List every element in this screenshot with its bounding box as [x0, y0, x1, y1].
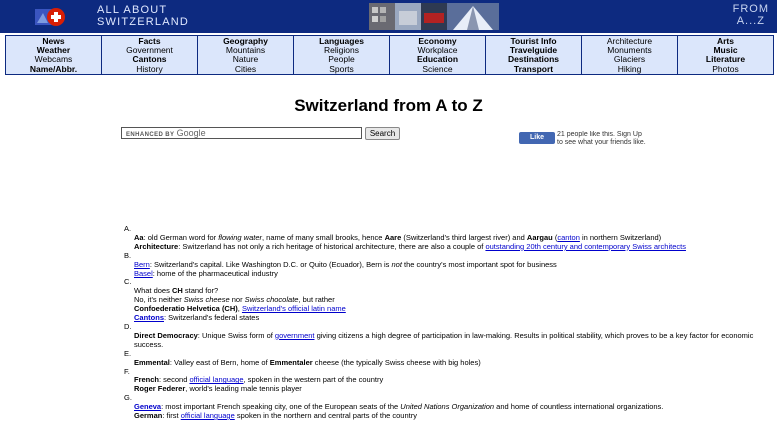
government-link[interactable]: government [274, 330, 315, 340]
site-title[interactable] [97, 4, 189, 28]
az-line2: A...Z [736, 15, 765, 27]
nav-link[interactable]: Geography [223, 36, 268, 46]
nav-link[interactable]: Facts [138, 36, 161, 46]
nav-link[interactable]: Travelguide [509, 45, 558, 56]
nav-column [102, 36, 197, 74]
nav-link[interactable]: Sports [329, 63, 354, 74]
az-line1: FROM [732, 3, 769, 15]
nav-link[interactable]: Destinations [507, 54, 559, 65]
nav-column [390, 36, 485, 74]
nav-column [294, 36, 389, 74]
architects-link[interactable]: outstanding 20th century and contemporary Swiss architects [485, 241, 686, 251]
official-language-link-2[interactable]: official language [180, 411, 235, 421]
letter-e: E. [124, 348, 132, 358]
entry-federer: Roger Federer, world's leading male tennis player [134, 384, 302, 394]
nav-link[interactable]: Name/Abbr. [29, 63, 78, 74]
entry-ch-question: What does CH stand for? [134, 286, 219, 296]
swiss-logo-icon[interactable] [33, 5, 67, 29]
nav-link[interactable]: Tourist Info [510, 36, 557, 46]
nav-link[interactable]: People [328, 54, 355, 65]
fb-like-button[interactable] [519, 132, 555, 144]
nav-link[interactable]: Webcams [34, 54, 73, 65]
entry-aa: Aa: old German word for flowing water, name of many small brooks, hence Aare (Switzerland's third largest river) and Aargau (canton in northern Switzerland) [134, 232, 662, 242]
basel-link[interactable]: Basel [134, 268, 153, 278]
site-title-line2: SWITZERLAND [97, 16, 190, 28]
nav-link[interactable]: Education [416, 54, 459, 65]
site-header [0, 0, 777, 33]
nav-column [582, 36, 677, 74]
fb-like-text: 21 people like this. Sign Up to see what your friends like. [557, 131, 646, 145]
canton-link[interactable]: canton [557, 232, 580, 242]
search-input[interactable] [121, 127, 362, 139]
nav-link[interactable]: Economy [418, 36, 457, 46]
entry-french: French: second official language, spoken in the western part of the country [134, 375, 384, 385]
search-button[interactable]: Search [365, 127, 400, 140]
site-title-line1: ALL ABOUT [97, 4, 168, 16]
fb-like-label: Like [529, 134, 544, 141]
entry-cantons: Cantons: Switzerland's federal states [134, 313, 260, 323]
nav-link[interactable]: Architecture [606, 36, 653, 46]
google-label: Google [176, 128, 206, 138]
entry-architecture: Architecture: Switzerland has not only a rich heritage of historical architecture, there are also a couple of outstanding 20th century and contemporary Swiss architects [134, 241, 686, 251]
cantons-link[interactable]: Cantons [134, 313, 164, 323]
letter-d: D. [124, 321, 132, 331]
nav-link[interactable]: Glaciers [613, 54, 646, 65]
nav-column [6, 36, 101, 74]
letter-a: A. [124, 224, 132, 233]
enhanced-by-label: ENHANCED BY [126, 132, 175, 138]
a-to-z-label[interactable] [733, 3, 769, 27]
entry-direct-democracy: Direct Democracy: Unique Swiss form of government giving citizens a high degree of participation in law-making. Results in political stability, which proves to be a key factor for economic success. [134, 330, 754, 349]
letter-c: C. [124, 277, 132, 287]
geneva-link[interactable]: Geneva [134, 402, 162, 412]
nav-link[interactable]: Science [422, 63, 453, 74]
latin-name-link[interactable]: Switzerland's official latin name [241, 304, 346, 314]
nav-link[interactable]: Photos [712, 63, 739, 74]
a-to-z-list [124, 225, 764, 421]
nav-link[interactable]: Workplace [417, 45, 458, 56]
nav-link[interactable]: Religions [324, 45, 359, 56]
entry-confoederatio: Confoederatio Helvetica (CH), Switzerland's official latin name [134, 304, 346, 314]
nav-column [486, 36, 581, 74]
letter-b: B. [124, 250, 132, 260]
nav-link[interactable]: Cantons [132, 54, 167, 65]
nav-link[interactable]: History [136, 63, 163, 74]
nav-link[interactable]: News [42, 36, 65, 46]
nav-link[interactable]: Languages [319, 36, 364, 46]
nav-column [678, 36, 773, 74]
official-language-link[interactable]: official language [189, 375, 244, 385]
letter-f: F. [124, 366, 130, 376]
banner-image [369, 3, 499, 30]
bern-link[interactable]: Bern [134, 259, 150, 269]
entry-bern: Bern: Switzerland's capital. Like Washington D.C. or Quito (Ecuador), Bern is not the country's most important spot for business [134, 259, 557, 269]
nav-link[interactable]: Hiking [617, 63, 642, 74]
nav-link[interactable]: Nature [232, 54, 259, 65]
nav-link[interactable]: Monuments [607, 45, 652, 56]
entry-geneva: Geneva: most important French speaking city, one of the European seats of the United Nations Organization and home of countless international organizations. [134, 402, 664, 412]
entry-ch-answer: No, it's neither Swiss cheese nor Swiss chocolate, but rather [134, 295, 335, 305]
page-title: Switzerland from A to Z [294, 96, 483, 115]
letter-g: G. [124, 393, 132, 403]
entry-emmental: Emmental: Valley east of Bern, home of Emmentaler cheese (the typically Swiss cheese with big holes) [134, 357, 481, 367]
nav-link[interactable]: Government [126, 45, 173, 56]
main-nav [5, 35, 774, 75]
nav-column [198, 36, 293, 74]
entry-basel: Basel: home of the pharmaceutical industry [134, 268, 278, 278]
nav-link[interactable]: Weather [36, 45, 71, 56]
nav-link[interactable]: Arts [716, 36, 734, 46]
nav-link[interactable]: Mountains [225, 45, 266, 56]
nav-link[interactable]: Music [713, 45, 738, 56]
nav-link[interactable]: Literature [705, 54, 746, 65]
nav-link[interactable]: Cities [234, 63, 257, 74]
entry-german: German: first official language spoken in the northern and central parts of the country [134, 411, 417, 421]
nav-link[interactable]: Transport [513, 63, 554, 74]
